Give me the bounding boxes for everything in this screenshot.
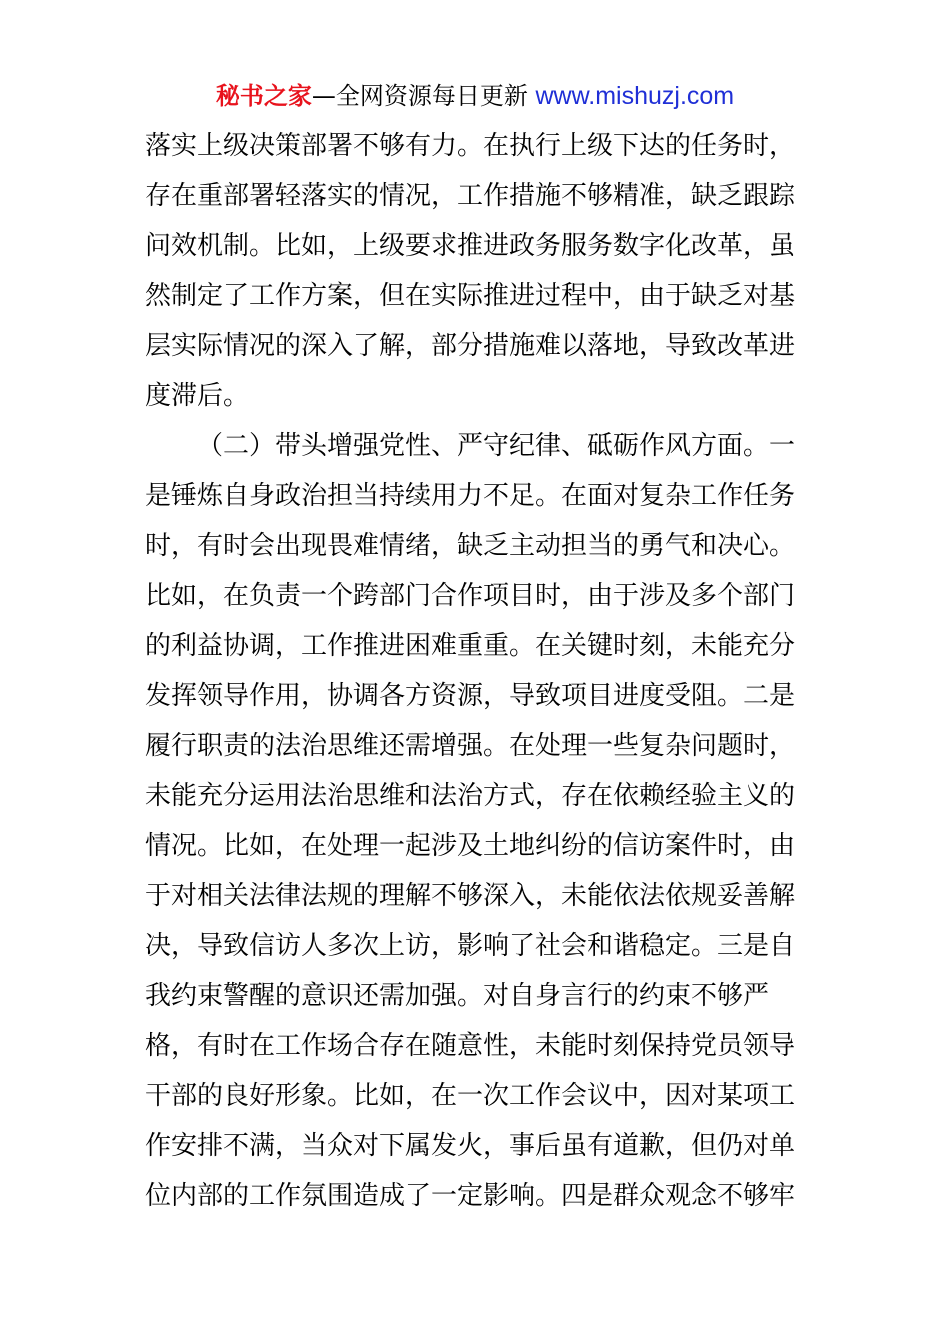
text-line: 存在重部署轻落实的情况，工作措施不够精准，缺乏跟踪 bbox=[145, 181, 796, 211]
site-header bbox=[0, 80, 950, 112]
site-slogan: —全网资源每日更新 bbox=[311, 82, 528, 110]
document-body bbox=[145, 121, 807, 1221]
text-line: 发挥领导作用，协调各方资源，导致项目进度受阻。二是 bbox=[145, 681, 796, 711]
site-url-link[interactable]: www.mishuzj.com bbox=[535, 82, 735, 110]
text-line: 的利益协调，工作推进困难重重。在关键时刻，未能充分 bbox=[145, 631, 796, 661]
text-line: 格，有时在工作场合存在随意性，未能时刻保持党员领导 bbox=[145, 1031, 796, 1061]
text-line: 情况。比如，在处理一起涉及土地纠纷的信访案件时，由 bbox=[145, 831, 796, 861]
text-line: 位内部的工作氛围造成了一定影响。四是群众观念不够牢 bbox=[145, 1181, 796, 1211]
section-heading-line: （二）带头增强党性、严守纪律、砥砺作风方面。一 bbox=[197, 431, 796, 461]
text-line: 比如，在负责一个跨部门合作项目时，由于涉及多个部门 bbox=[145, 581, 796, 611]
text-line: 层实际情况的深入了解，部分措施难以落地，导致改革进 bbox=[145, 331, 796, 361]
text-line: 作安排不满，当众对下属发火，事后虽有道歉，但仍对单 bbox=[145, 1131, 796, 1161]
text-line: 于对相关法律法规的理解不够深入，未能依法依规妥善解 bbox=[145, 881, 796, 911]
text-line: 干部的良好形象。比如，在一次工作会议中，因对某项工 bbox=[145, 1081, 796, 1111]
text-line: 度滞后。 bbox=[145, 381, 250, 411]
text-line: 未能充分运用法治思维和法治方式，存在依赖经验主义的 bbox=[145, 781, 796, 811]
site-brand: 秘书之家 bbox=[215, 82, 312, 110]
text-line: 时，有时会出现畏难情绪，缺乏主动担当的勇气和决心。 bbox=[145, 531, 796, 561]
text-line: 是锤炼自身政治担当持续用力不足。在面对复杂工作任务 bbox=[145, 481, 796, 511]
text-line: 问效机制。比如，上级要求推进政务服务数字化改革，虽 bbox=[145, 231, 796, 261]
text-line: 决，导致信访人多次上访，影响了社会和谐稳定。三是自 bbox=[145, 931, 796, 961]
text-line: 履行职责的法治思维还需增强。在处理一些复杂问题时， bbox=[145, 731, 796, 761]
text-line: 然制定了工作方案，但在实际推进过程中，由于缺乏对基 bbox=[145, 281, 796, 311]
text-line: 落实上级决策部署不够有力。在执行上级下达的任务时， bbox=[145, 131, 796, 161]
text-line: 我约束警醒的意识还需加强。对自身言行的约束不够严 bbox=[145, 981, 770, 1011]
